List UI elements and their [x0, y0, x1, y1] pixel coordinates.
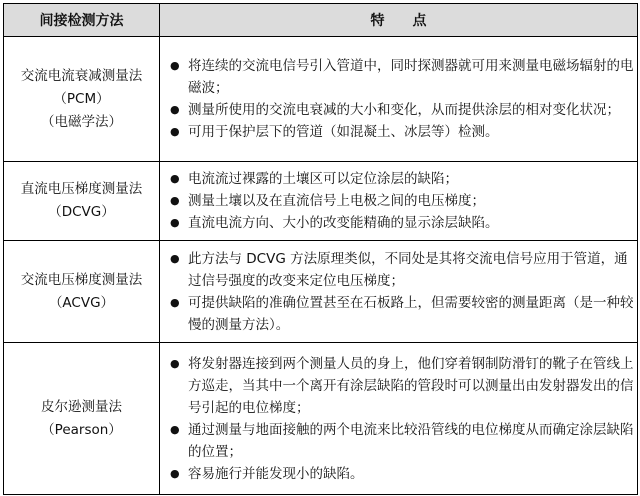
table-row-dcvg: [4, 162, 638, 241]
feature-item: [160, 168, 637, 190]
method-name: 交流电流衰减测量法: [20, 67, 143, 84]
feature-list: [160, 55, 637, 143]
method-name: 交流电压梯度测量法: [20, 271, 143, 288]
header-row: [4, 4, 638, 37]
table-row-pcm: [4, 37, 638, 162]
feature-text: 此方法与 DCVG 方法原理类似，不同处是其将交流电信号应用于管道，通过信号强度的改变来定位电压梯度；: [188, 250, 628, 289]
method-abbreviation: （Pearson）: [41, 421, 122, 438]
method-cell-pcm: [4, 37, 160, 162]
table-row-acvg: [4, 241, 638, 343]
bullet-icon: ●: [170, 103, 180, 116]
feature-item: [160, 212, 637, 234]
feature-item: [160, 292, 637, 336]
feature-item: [160, 248, 637, 292]
features-cell-acvg: [160, 241, 638, 343]
feature-text: 可用于保护层下的管道（如混凝土、冰层等）检测。: [188, 124, 499, 140]
method-cell-acvg: [4, 241, 160, 343]
feature-item: [160, 99, 637, 121]
header-features-label: 特点: [370, 13, 455, 29]
features-cell-pearson: [160, 343, 638, 495]
feature-item: [160, 121, 637, 143]
feature-text: 将连续的交流电信号引入管道中，同时探测器就可用来测量电磁场辐射的电磁波；: [188, 58, 634, 96]
bullet-icon: ●: [170, 356, 180, 370]
feature-text: 测量所使用的交流电衰减的大小和变化，从而提供涂层的相对变化状况；: [188, 102, 620, 118]
feature-text: 容易施行并能发现小的缺陷。: [188, 465, 364, 482]
bullet-icon: ●: [170, 125, 180, 138]
bullet-icon: ●: [170, 216, 180, 229]
features-cell-pcm: [160, 37, 638, 162]
bullet-icon: ●: [170, 59, 180, 72]
feature-item: [160, 55, 637, 99]
method-cell-dcvg: [4, 162, 160, 241]
feature-item: [160, 419, 637, 463]
method-name: 皮尔逊测量法: [41, 398, 122, 415]
feature-text: 电流流过裸露的土壤区可以定位涂层的缺陷；: [188, 171, 458, 187]
header-method-column: 间接检测方法: [4, 4, 160, 37]
method-category: （电磁学法）: [41, 113, 122, 130]
header-features-column: [160, 4, 638, 37]
feature-text: 测量土壤以及在直流信号上电极之间的电压梯度；: [188, 193, 485, 209]
method-cell-pearson: [4, 343, 160, 495]
indirect-detection-methods-table: [3, 3, 638, 495]
method-abbreviation: （ACVG）: [48, 294, 115, 311]
bullet-icon: ●: [170, 172, 180, 185]
method-abbreviation: （PCM）: [53, 90, 110, 107]
method-name: 直流电压梯度测量法: [20, 181, 143, 197]
features-cell-dcvg: [160, 162, 638, 241]
feature-text: 将发射器连接到两个测量人员的身上，他们穿着钢制防滑钉的靴子在管线上方巡走，当其中一个离开有涂层缺陷的管段时可以测量出由发射器发出的信号引起的电位梯度；: [188, 355, 634, 416]
feature-list: [160, 168, 637, 234]
feature-text: 通过测量与地面接触的两个电流来比较沿管线的电位梯度从而确定涂层缺陷的位置；: [188, 421, 634, 460]
feature-list: [160, 248, 637, 336]
bullet-icon: ●: [170, 466, 180, 480]
bullet-icon: ●: [170, 422, 180, 436]
feature-list: [160, 353, 637, 485]
feature-text: 直流电流方向、大小的改变能精确的显示涂层缺陷。: [188, 215, 499, 231]
bullet-icon: ●: [170, 194, 180, 207]
table-row-pearson: [4, 343, 638, 495]
feature-item: [160, 353, 637, 419]
bullet-icon: ●: [170, 251, 180, 265]
bullet-icon: ●: [170, 295, 180, 309]
method-abbreviation: （DCVG）: [48, 204, 115, 220]
feature-text: 可提供缺陷的准确位置甚至在石板路上，但需要较密的测量距离（是一种较慢的测量方法）。: [188, 294, 634, 333]
feature-item: [160, 463, 637, 485]
feature-item: [160, 190, 637, 212]
